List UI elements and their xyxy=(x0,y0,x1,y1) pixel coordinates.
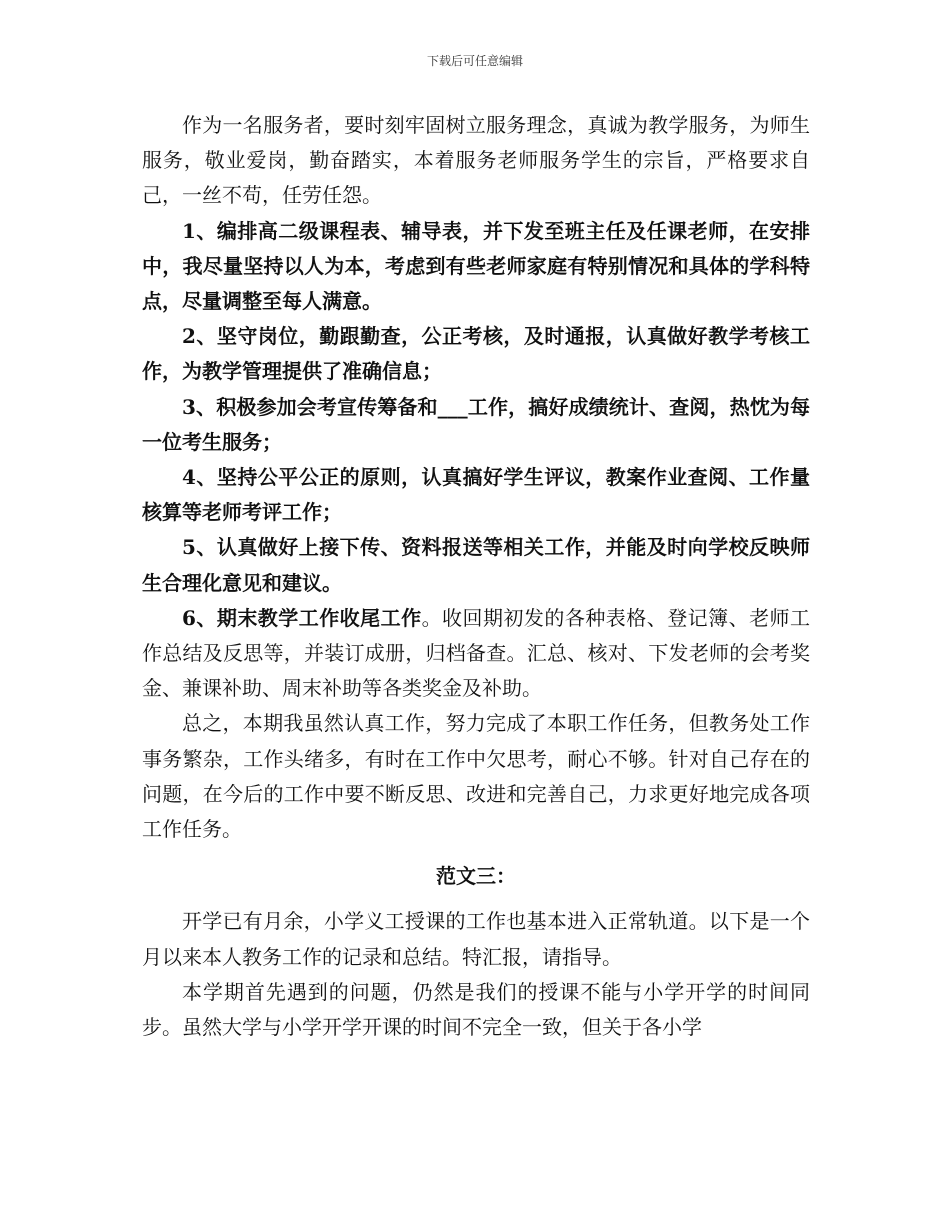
paragraph-3-1: 开学已有月余，小学义工授课的工作也基本进入正常轨道。以下是一个月以来本人教务工作的记录和总结。特汇报，请指导。 xyxy=(142,909,810,969)
paragraph-intro: 作为一名服务者，要时刻牢固树立服务理念，真诚为教学服务，为师生服务，敬业爱岗，勤奋踏实，本着服务老师服务学生的宗旨，严格要求自己，一丝不苟，任劳任怨。 xyxy=(142,113,810,208)
section-title: 范文三： xyxy=(436,864,516,889)
paragraph-3-2: 本学期首先遇到的问题，仍然是我们的授课不能与小学开学的时间同步。虽然大学与小学开学开课的时间不完全一致，但关于各小学 xyxy=(142,979,810,1040)
document-body xyxy=(142,108,810,1045)
paragraph-item-4: 4、坚持公平公正的原则，认真搞好学生评议，教案作业查阅、工作量核算等老师考评工作； xyxy=(142,465,810,525)
paragraph-item-3: 3、积极参加会考宣传筹备和___工作，搞好成绩统计、查阅，热忱为每一位考生服务； xyxy=(142,394,810,454)
paragraph-item-5: 5、认真做好上接下传、资料报送等相关工作，并能及时向学校反映师生合理化意见和建议。 xyxy=(142,535,810,595)
paragraph-item-1: 1、编排高二级课程表、辅导表，并下发至班主任及任课老师，在安排中，我尽量坚持以人为本，考虑到有些老师家庭有特别情况和具体的学科特点，尽量调整至每人满意。 xyxy=(142,218,810,314)
paragraph-item-2: 2、坚守岗位，勤跟勤查，公正考核，及时通报，认真做好教学考核工作，为教学管理提供了准确信息； xyxy=(142,324,810,384)
item-6-text: 。收回期初发的各种表格、登记簿、老师工作总结及反思等，并装订成册，归档备查。汇总、核对、下发老师的会考奖金、兼课补助、周末补助等各类奖金及补助。 xyxy=(142,605,811,701)
page-header: 下载后可任意编辑 xyxy=(426,54,523,68)
paragraph-summary: 总之，本期我虽然认真工作，努力完成了本职工作任务，但教务处工作事务繁杂，工作头绪多，有时在工作中欠思考，耐心不够。针对自己存在的问题，在今后的工作中要不断反思、改进和完善自己，力求更好地完成各项工作任务。 xyxy=(142,711,810,842)
item-6-heading: 6、期末教学工作收尾工作 xyxy=(182,605,422,630)
paragraph-item-6 xyxy=(142,601,810,707)
